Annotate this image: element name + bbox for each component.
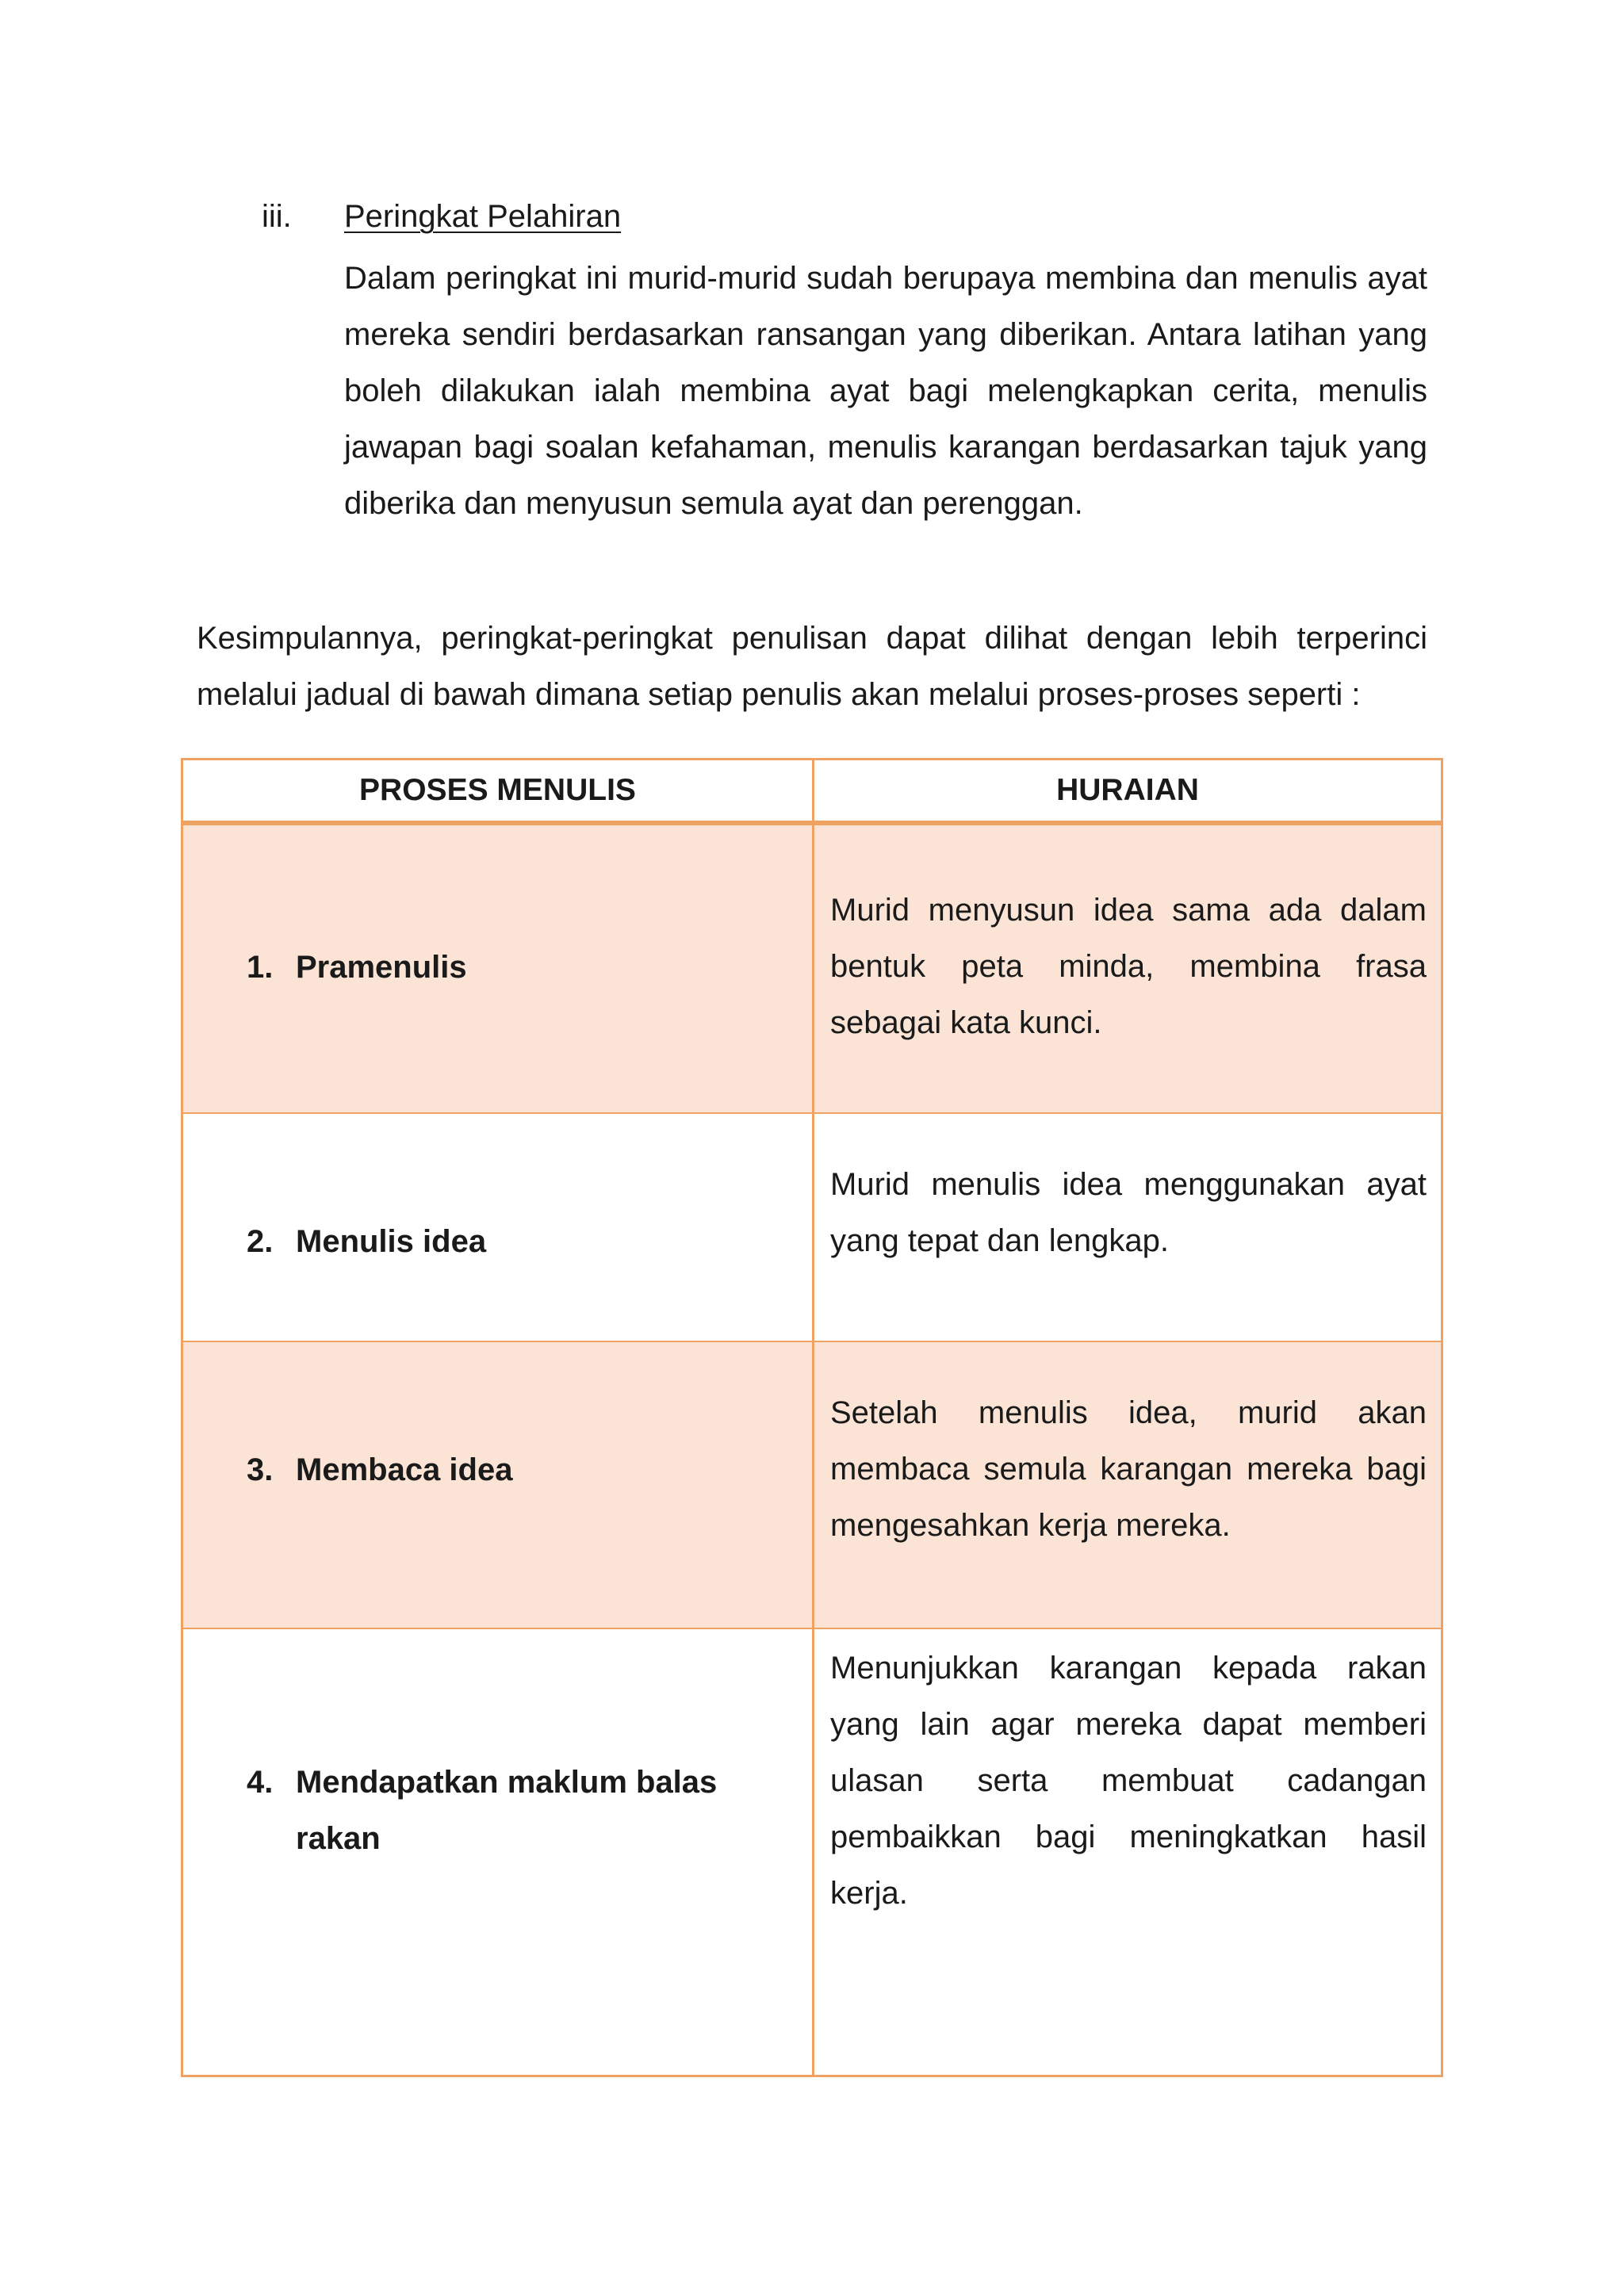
process-cell — [247, 939, 794, 996]
table-header-row — [183, 760, 1441, 825]
section-title: Peringkat Pelahiran — [344, 199, 622, 234]
table-row — [183, 1342, 1441, 1629]
process-cell — [247, 1755, 794, 1867]
process-number: 1. — [247, 950, 274, 985]
process-label: Menulis idea — [296, 1224, 487, 1259]
process-number: 4. — [247, 1765, 274, 1800]
description-cell: Setelah menulis idea, murid akan membaca semula karangan mereka bagi mengesahkan kerja mereka. — [830, 1395, 1427, 1543]
writing-process-table — [181, 758, 1443, 2077]
process-label: Mendapatkan maklum balas rakan — [296, 1765, 718, 1856]
process-number: 2. — [247, 1224, 274, 1259]
section-marker: iii. — [262, 199, 292, 234]
conclusion-paragraph: Kesimpulannya, peringkat-peringkat penulisan dapat dilihat dengan lebih terperinci melalui jadual di bawah dimana setiap penulis akan melalui proses-proses seperti : — [197, 621, 1427, 712]
table-row — [183, 1114, 1441, 1342]
process-label: Pramenulis — [296, 950, 467, 985]
table-row — [183, 825, 1441, 1114]
column-divider — [812, 1342, 814, 1628]
column-divider — [812, 1114, 814, 1341]
description-cell: Murid menyusun idea sama ada dalam bentuk peta minda, membina frasa sebagai kata kunci. — [830, 893, 1427, 1040]
process-cell — [247, 1442, 794, 1498]
process-cell — [247, 1214, 794, 1270]
table-row — [183, 1629, 1441, 2075]
header-huraian: HURAIAN — [1056, 773, 1199, 807]
column-divider — [812, 1629, 814, 2075]
description-cell: Murid menulis idea menggunakan ayat yang tepat dan lengkap. — [830, 1167, 1427, 1258]
header-proses-menulis: PROSES MENULIS — [359, 773, 636, 807]
process-number: 3. — [247, 1452, 274, 1487]
process-label: Membaca idea — [296, 1452, 513, 1487]
section-body: Dalam peringkat ini murid-murid sudah berupaya membina dan menulis ayat mereka sendiri berdasarkan ransangan yang diberikan. Antara latihan yang boleh dilakukan ialah membina ayat bagi melengkapkan cerita, menulis jawapan bagi soalan kefahaman, menulis karangan berdasarkan tajuk yang diberika dan menyusun semula ayat dan perenggan. — [344, 261, 1427, 521]
column-divider — [812, 825, 814, 1112]
description-cell: Menunjukkan karangan kepada rakan yang lain agar mereka dapat memberi ulasan serta membuat cadangan pembaikkan bagi meningkatkan hasil kerja. — [830, 1651, 1427, 1911]
